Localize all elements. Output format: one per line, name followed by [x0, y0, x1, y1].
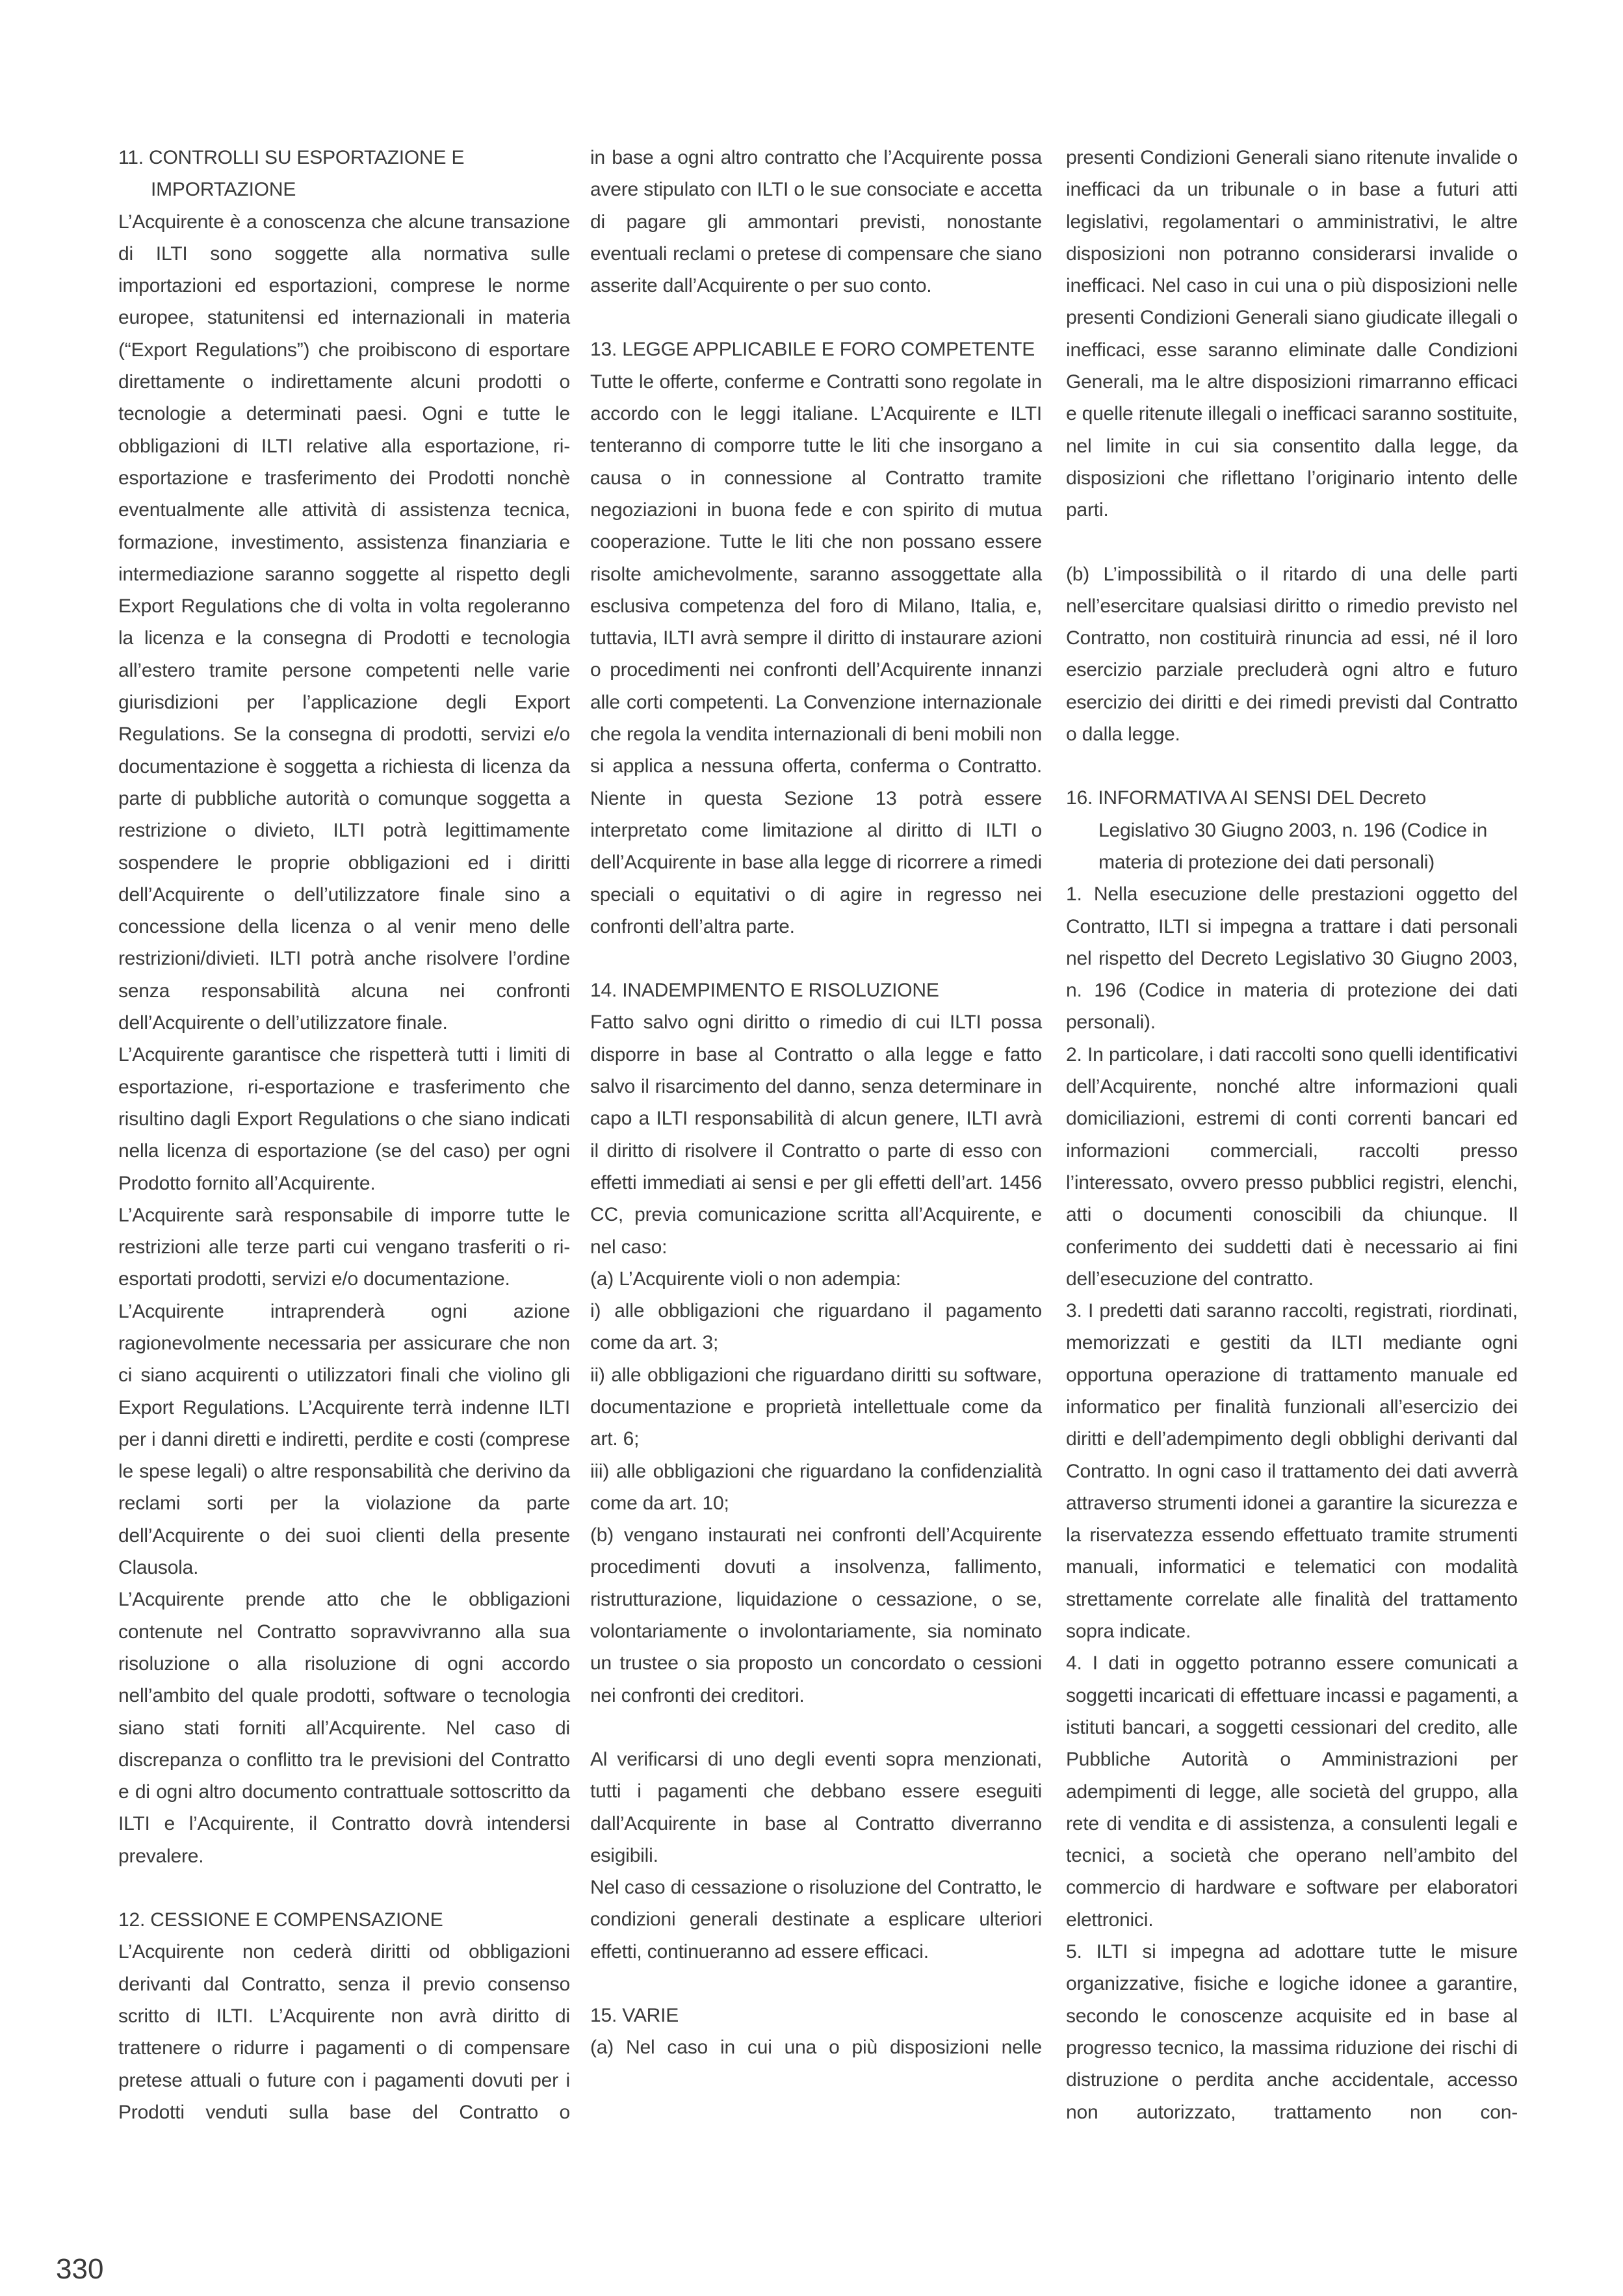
section-heading: 15. VARIE: [590, 2005, 679, 2027]
paragraph: in base a ogni altro contratto che l’Acquirente possa avere stipulato con ILTI o le sue consociate e accetta di pagare gli ammontari previsti, nonostante eventuali reclami o pretese di compensare che siano asserite dall’Acquirente o per suo conto.: [590, 147, 1042, 297]
paragraph: Fatto salvo ogni diritto o rimedio di cui ILTI possa disporre in base al Contratto o alla legge e fatto salvo il risarcimento del danno, senza determinare in capo a ILTI responsabilità di alcun genere, ILTI avrà il diritto di risolvere il Contratto o parte di esso con effetti immediati ai sensi e per gli effetti dell’art. 1456 CC, previa comunicazione scritta all’Acquirente, e nel caso:: [590, 1011, 1042, 1258]
paragraph: L’Acquirente è a conoscenza che alcune transazione di ILTI sono soggette alla normativa sulle importazioni ed esportazioni, comprese le norme europee, statunitensi ed internazionali in materia (“Export Regulations”) che proibiscono di esportare direttamente o indirettamente alcuni prodotti o tecnologie a determinati paesi. Ogni e tutte le obbligazioni di ILTI relative alla esportazione, ri-esportazione e trasferimento dei Prodotti nonchè eventualmente alle attività di assistenza tecnica, formazione, investimento, assistenza finanziaria e intermediazione saranno soggette al rispetto degli Export Regulations che di volta in volta regoleranno la licenza e la consegna di Prodotti e tecnologia all’estero tramite persone competenti nelle varie giurisdizioni per l’applicazione degli Export Regulations. Se la consegna di prodotti, servizi e/o documentazione è soggetta a richiesta di licenza da parte di pubbliche autorità o comunque soggetta a restrizione o divieto, ILTI potrà legittimamente sospendere le proprie obbligazioni ed i diritti dell’Acquirente o dell’utilizzatore finale sino a concessione della licenza o al venir meno delle restrizioni/divieti. ILTI potrà anche risolvere l’ordine senza responsabilità alcuna nei confronti dell’Acquirente o dell’utilizzatore finale.: [118, 211, 570, 1034]
paragraph: L’Acquirente sarà responsabile di imporre tutte le restrizioni alle terze parti cui vengano trasferiti o ri-esportati prodotti, servizi e/o documentazione.: [118, 1204, 570, 1290]
paragraph: Nel caso di cessazione o risoluzione del Contratto, le condizioni generali destinate a esplicare ulteriori effetti, continueranno ad essere efficaci.: [590, 1877, 1042, 1963]
paragraph: L’Acquirente garantisce che rispetterà tutti i limiti di esportazione, ri-esportazione e trasferimento che risultino dagli Export Regulations o che siano indicati nella licenza di esportazione (se del caso) per ogni Prodotto fornito all’Acquirente.: [118, 1044, 570, 1194]
text-column-1: [118, 142, 570, 2128]
page-number: 330: [56, 2253, 104, 2285]
section-heading: 14. INADEMPIMENTO E RISOLUZIONE: [590, 980, 939, 1002]
paragraph: 4. I dati in oggetto potranno essere comunicati a soggetti incaricati di effettuare incassi e pagamenti, a istituti bancari, a soggetti cessionari del credito, alle Pubbliche Autorità o Amministrazioni per adempimenti di legge, alle società del gruppo, alla rete di vendita e di assistenza, a consulenti legali e tecnici, a società che operano nell’ambito del commercio di hardware e software per elaboratori elettronici.: [1066, 1652, 1518, 1931]
paragraph: i) alle obbligazioni che riguardano il pagamento come da art. 3;: [590, 1300, 1042, 1354]
paragraph: Tutte le offerte, conferme e Contratti sono regolate in accordo con le leggi italiane. L’Acquirente e ILTI tenteranno di comporre tutte le liti che insorgano a causa o in connessione al Contratto tramite negoziazioni in buona fede e con spirito di mutua cooperazione. Tutte le liti che non possano essere risolte amichevolmente, saranno assoggettate alla esclusiva competenza del foro di Milano, Italia, e, tuttavia, ILTI avrà sempre il diritto di instaurare azioni o procedimenti nei confronti dell’Acquirente innanzi alle corti competenti. La Convenzione internazionale che regola la vendita internazionali di beni mobili non si applica a nessuna offerta, conferma o Contratto. Niente in questa Sezione 13 potrà essere interpretato come limitazione al diritto di ILTI o dell’Acquirente in base alla legge di ricorrere a rimedi speciali o equitativi o di agire in regresso nei confronti dell’altra parte.: [590, 371, 1042, 937]
paragraph: presenti Condizioni Generali siano ritenute invalide o inefficaci da un tribunale o in base a futuri atti legislativi, regolamentari o amministrativi, le altre disposizioni non potranno considerarsi invalide o inefficaci. Nel caso in cui una o più disposizioni nelle presenti Condizioni Generali siano giudicate illegali o inefficaci, esse saranno eliminate dalle Condizioni Generali, ma le altre disposizioni rimarranno efficaci e quelle ritenute illegali o inefficaci saranno sostituite, nel limite in cui sia consentito dalla legge, da disposizioni che riflettano l’originario intento delle parti.: [1066, 147, 1518, 521]
paragraph: (a) Nel caso in cui una o più disposizioni nelle: [590, 2037, 1042, 2059]
section-heading: 12. CESSIONE E COMPENSAZIONE: [118, 1909, 443, 1931]
text-column-3: [1066, 142, 1518, 2128]
paragraph: (b) vengano instaurati nei confronti dell’Acquirente procedimenti dovuti a insolvenza, fallimento, ristrutturazione, liquidazione o cessazione, o se, volontariamente o involontariamente, sia nominato un trustee o sia proposto un concordato o cessioni nei confronti dei creditori.: [590, 1524, 1042, 1706]
paragraph: L’Acquirente intraprenderà ogni azione ragionevolmente necessaria per assicurare che non ci siano acquirenti o utilizzatori finali che violino gli Export Regulations. L’Acquirente terrà indenne ILTI per i danni diretti e indiretti, perdite e costi (comprese le spese legali) o altre responsabilità che derivino da reclami sorti per la violazione da parte dell’Acquirente o dei suoi clienti della presente Clausola.: [118, 1300, 570, 1579]
text-column-2: [590, 142, 1042, 2064]
paragraph: L’Acquirente non cederà diritti od obbligazioni derivanti dal Contratto, senza il previo consenso scritto di ILTI. L’Acquirente non avrà diritto di trattenere o ridurre i pagamenti o di compensare pretese attuali o future con i pagamenti dovuti per i Prodotti venduti sulla base del Contratto o: [118, 1941, 570, 2123]
paragraph: iii) alle obbligazioni che riguardano la confidenzialità come da art. 10;: [590, 1460, 1042, 1514]
section-heading: 13. LEGGE APPLICABILE E FORO COMPETENTE: [590, 339, 1035, 361]
paragraph: L’Acquirente prende atto che le obbligazioni contenute nel Contratto sopravvivranno alla sua risoluzione o alla risoluzione di ogni accordo nell’ambito del quale prodotti, software o tecnologia siano stati forniti all’Acquirente. Nel caso di discrepanza o conflitto tra le previsioni del Contratto e di ogni altro documento contrattuale sottoscritto da ILTI e l’Acquirente, il Contratto dovrà intendersi prevalere.: [118, 1589, 570, 1867]
paragraph: 2. In particolare, i dati raccolti sono quelli identificativi dell’Acquirente, nonché altre informazioni quali domiciliazioni, estremi di conti correnti bancari ed informazioni commerciali, raccolti presso l’interessato, ovvero presso pubblici registri, elenchi, atti o documenti conoscibili da chiunque. Il conferimento dei suddetti dati è necessario ai fini dell’esecuzione del contratto.: [1066, 1043, 1518, 1290]
section-heading: 11. CONTROLLI SU ESPORTAZIONE E IMPORTAZIONE: [118, 147, 465, 201]
paragraph: 3. I predetti dati saranno raccolti, registrati, riordinati, memorizzati e gestiti da ILTI mediante ogni opportuna operazione di trattamento manuale ed informatico per finalità funzionali all’esercizio dei diritti e dell’adempimento degli obblighi derivanti dal Contratto. In ogni caso il trattamento dei dati avverrà attraverso strumenti idonei a garantire la sicurezza e la riservatezza essendo effettuato tramite strumenti manuali, informatici e telematici con modalità strettamente correlate alle finalità del trattamento sopra indicate.: [1066, 1300, 1518, 1643]
paragraph: 1. Nella esecuzione delle prestazioni oggetto del Contratto, ILTI si impegna a trattare i dati personali nel rispetto del Decreto Legislativo 30 Giugno 2003, n. 196 (Codice in materia di protezione dei dati personali).: [1066, 883, 1518, 1034]
paragraph: (b) L’impossibilità o il ritardo di una delle parti nell’esercitare qualsiasi diritto o rimedio previsto nel Contratto, non costituirà rinuncia ad essi, né il loro esercizio parziale precluderà ogni altro e futuro esercizio dei diritti e dei rimedi previsti dal Contratto o dalla legge.: [1066, 563, 1518, 746]
paragraph: 5. ILTI si impegna ad adottare tutte le misure organizzative, fisiche e logiche idonee a garantire, secondo le conoscenze acquisite ed in base al progresso tecnico, la massima riduzione dei rischi di distruzione o perdita anche accidentale, accesso non autorizzato, trattamento non con-: [1066, 1941, 1518, 2123]
paragraph: (a) L’Acquirente violi o non adempia:: [590, 1268, 901, 1290]
section-heading: 16. INFORMATIVA AI SENSI DEL Decreto Legislativo 30 Giugno 2003, n. 196 (Codice in materia di protezione dei dati personali): [1066, 787, 1488, 873]
paragraph: ii) alle obbligazioni che riguardano diritti su software, documentazione e proprietà intellettuale come da art. 6;: [590, 1364, 1042, 1450]
paragraph: Al verificarsi di uno degli eventi sopra menzionati, tutti i pagamenti che debbano essere eseguiti dall’Acquirente in base al Contratto diverranno esigibili.: [590, 1748, 1042, 1866]
